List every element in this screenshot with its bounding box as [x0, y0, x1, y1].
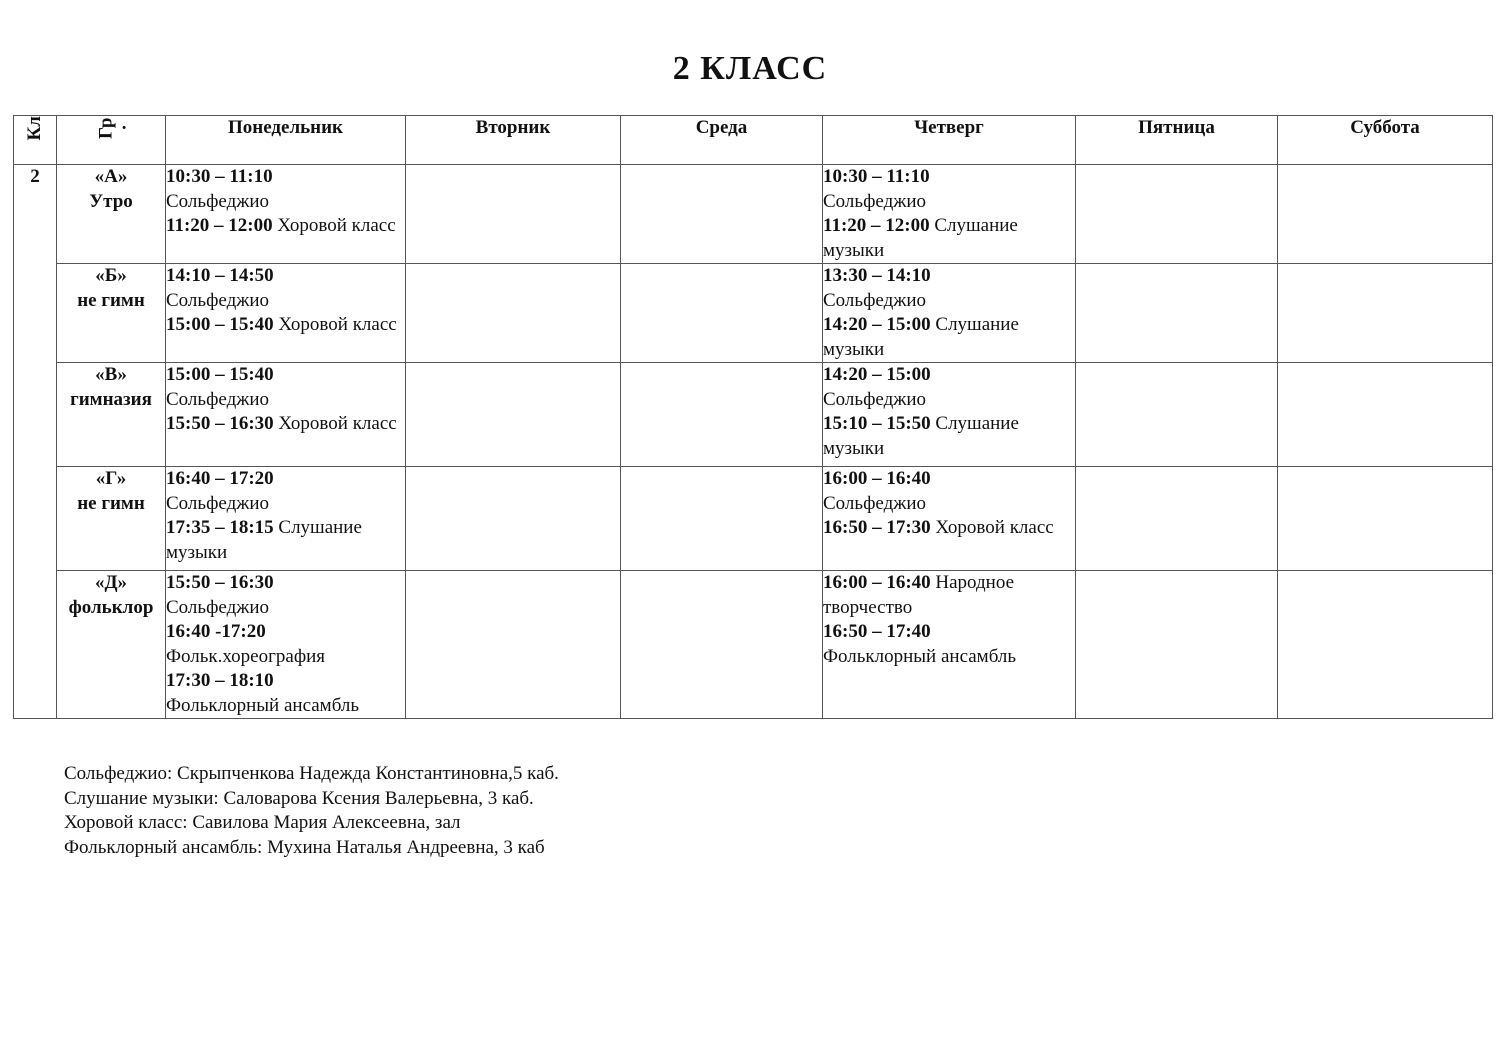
lesson-time: 15:00 – 15:40 [166, 364, 274, 385]
lesson-cell-wednesday [621, 165, 823, 264]
lesson-slot [166, 571, 405, 620]
lesson-slot [166, 264, 405, 313]
lesson-cell-friday [1076, 165, 1278, 264]
note-line: Фольклорный ансамбль: Мухина Наталья Андреевна, 3 каб [64, 836, 545, 858]
table-row [14, 571, 1493, 719]
lesson-subject: Хоровой класс [278, 413, 397, 434]
group-letter: «А» [94, 166, 128, 187]
lesson-cell-friday [1076, 467, 1278, 571]
class-column-label: Кл [23, 116, 45, 141]
group-note: не гимн [77, 492, 145, 514]
lesson-cell-thursday [823, 363, 1076, 467]
lesson-time: 10:30 – 11:10 [166, 166, 273, 187]
group-column-mark: . [121, 113, 127, 134]
lesson-slot [823, 264, 1075, 313]
lesson-subject: Фольклорный ансамбль [166, 694, 360, 716]
lesson-subject: Сольфеджио [166, 596, 270, 618]
lesson-slot [166, 669, 405, 718]
lesson-slot [823, 313, 1075, 362]
lesson-cell-wednesday [621, 363, 823, 467]
group-cell [57, 571, 166, 719]
note-line: Хоровой класс: Савилова Мария Алексеевна, зал [64, 812, 461, 833]
page-title: 2 КЛАСС [672, 50, 828, 87]
lesson-slot [166, 363, 405, 412]
lesson-subject: Сольфеджио [823, 190, 927, 212]
lesson-slot [166, 214, 405, 239]
lesson-subject: Фольклорный ансамбль [823, 645, 1017, 667]
lesson-slot [823, 214, 1075, 263]
lesson-cell-wednesday [621, 571, 823, 719]
group-letter: «Г» [95, 468, 127, 489]
group-column-label: Гр [95, 117, 116, 139]
lesson-subject: Слушание музыки [823, 413, 1019, 459]
group-cell [57, 467, 166, 571]
lesson-time: 11:20 – 12:00 [166, 215, 273, 236]
lesson-cell-wednesday [621, 467, 823, 571]
lesson-cell-friday [1076, 363, 1278, 467]
lesson-cell-tuesday [406, 363, 621, 467]
day-header-saturday: Суббота [1278, 116, 1493, 165]
lesson-time: 15:50 – 16:30 [166, 572, 274, 593]
day-header-friday: Пятница [1076, 116, 1278, 165]
lesson-time: 11:20 – 12:00 [823, 215, 930, 236]
group-letter: «Б» [95, 265, 127, 286]
group-cell [57, 264, 166, 363]
lesson-time: 14:20 – 15:00 [823, 314, 931, 335]
lesson-cell-monday [166, 165, 406, 264]
lesson-subject: Сольфеджио [166, 388, 270, 410]
lesson-time: 13:30 – 14:10 [823, 265, 931, 286]
lesson-subject: Народное творчество [823, 572, 1015, 618]
lesson-subject: Сольфеджио [823, 388, 927, 410]
schedule-table [13, 115, 1493, 719]
lesson-time: 14:10 – 14:50 [166, 265, 274, 286]
lesson-slot [166, 516, 405, 565]
lesson-cell-friday [1076, 264, 1278, 363]
group-letter: «Д» [94, 572, 128, 593]
group-note: гимназия [70, 388, 152, 410]
lesson-cell-thursday [823, 571, 1076, 719]
class-column-header [14, 116, 57, 165]
lesson-slot [823, 412, 1075, 461]
day-header-monday: Понедельник [166, 116, 406, 165]
lesson-cell-tuesday [406, 467, 621, 571]
table-row [14, 363, 1493, 467]
lesson-slot [166, 467, 405, 516]
lesson-slot [823, 571, 1075, 620]
lesson-slot [823, 620, 1075, 669]
lesson-cell-saturday [1278, 467, 1493, 571]
lesson-time: 16:00 – 16:40 [823, 572, 931, 593]
lesson-time: 14:20 – 15:00 [823, 364, 931, 385]
group-column-header [57, 113, 166, 165]
lesson-slot [823, 165, 1075, 214]
lesson-subject: Сольфеджио [166, 190, 270, 212]
lesson-subject: Хоровой класс [278, 314, 397, 335]
lesson-subject: Сольфеджио [823, 289, 927, 311]
lesson-subject: Слушание музыки [166, 517, 362, 563]
lesson-cell-saturday [1278, 264, 1493, 363]
lesson-cell-tuesday [406, 264, 621, 363]
group-note: Утро [89, 190, 133, 212]
lesson-slot [166, 165, 405, 214]
note-line: Сольфеджио: Скрыпченкова Надежда Константиновна,5 каб. [64, 763, 559, 784]
group-letter: «В» [95, 364, 127, 385]
lesson-time: 16:40 -17:20 [166, 621, 266, 642]
lesson-cell-friday [1076, 571, 1278, 719]
lesson-time: 16:00 – 16:40 [823, 468, 931, 489]
lesson-cell-wednesday [621, 264, 823, 363]
lesson-subject: Хоровой класс [935, 517, 1054, 538]
lesson-subject: Сольфеджио [166, 289, 270, 311]
lesson-time: 17:35 – 18:15 [166, 517, 274, 538]
lesson-subject: Хоровой класс [277, 215, 396, 236]
lesson-cell-thursday [823, 165, 1076, 264]
teacher-notes [64, 762, 559, 860]
lesson-time: 15:00 – 15:40 [166, 314, 274, 335]
table-row [14, 467, 1493, 571]
lesson-slot [166, 620, 405, 669]
table-row [14, 165, 1493, 264]
lesson-subject: Слушание музыки [823, 314, 1019, 360]
lesson-time: 16:40 – 17:20 [166, 468, 274, 489]
group-note: не гимн [77, 289, 145, 311]
lesson-slot [823, 363, 1075, 412]
lesson-subject: Сольфеджио [823, 492, 927, 514]
table-row [14, 264, 1493, 363]
lesson-slot [166, 313, 405, 338]
lesson-cell-monday [166, 571, 406, 719]
day-header-thursday: Четверг [823, 116, 1076, 165]
class-number: 2 [14, 165, 57, 719]
lesson-subject: Сольфеджио [166, 492, 270, 514]
group-cell [57, 363, 166, 467]
lesson-time: 17:30 – 18:10 [166, 670, 274, 691]
day-header-tuesday: Вторник [406, 116, 621, 165]
lesson-cell-tuesday [406, 165, 621, 264]
lesson-cell-saturday [1278, 363, 1493, 467]
lesson-time: 15:50 – 16:30 [166, 413, 274, 434]
lesson-cell-monday [166, 363, 406, 467]
lesson-cell-monday [166, 467, 406, 571]
lesson-cell-tuesday [406, 571, 621, 719]
note-line: Слушание музыки: Саловарова Ксения Валерьевна, 3 каб. [64, 787, 534, 809]
lesson-cell-monday [166, 264, 406, 363]
group-note: фольклор [68, 596, 154, 618]
header-row [14, 116, 1493, 165]
lesson-cell-thursday [823, 467, 1076, 571]
day-header-wednesday: Среда [621, 116, 823, 165]
lesson-time: 16:50 – 17:30 [823, 517, 931, 538]
lesson-time: 16:50 – 17:40 [823, 621, 931, 642]
lesson-cell-saturday [1278, 165, 1493, 264]
lesson-time: 10:30 – 11:10 [823, 166, 930, 187]
lesson-cell-thursday [823, 264, 1076, 363]
lesson-slot [166, 412, 405, 437]
lesson-subject: Фольк.хореография [166, 645, 326, 667]
lesson-cell-saturday [1278, 571, 1493, 719]
group-cell [57, 165, 166, 264]
lesson-slot [823, 467, 1075, 516]
lesson-time: 15:10 – 15:50 [823, 413, 931, 434]
lesson-subject: Слушание музыки [823, 215, 1018, 261]
lesson-slot [823, 516, 1075, 541]
